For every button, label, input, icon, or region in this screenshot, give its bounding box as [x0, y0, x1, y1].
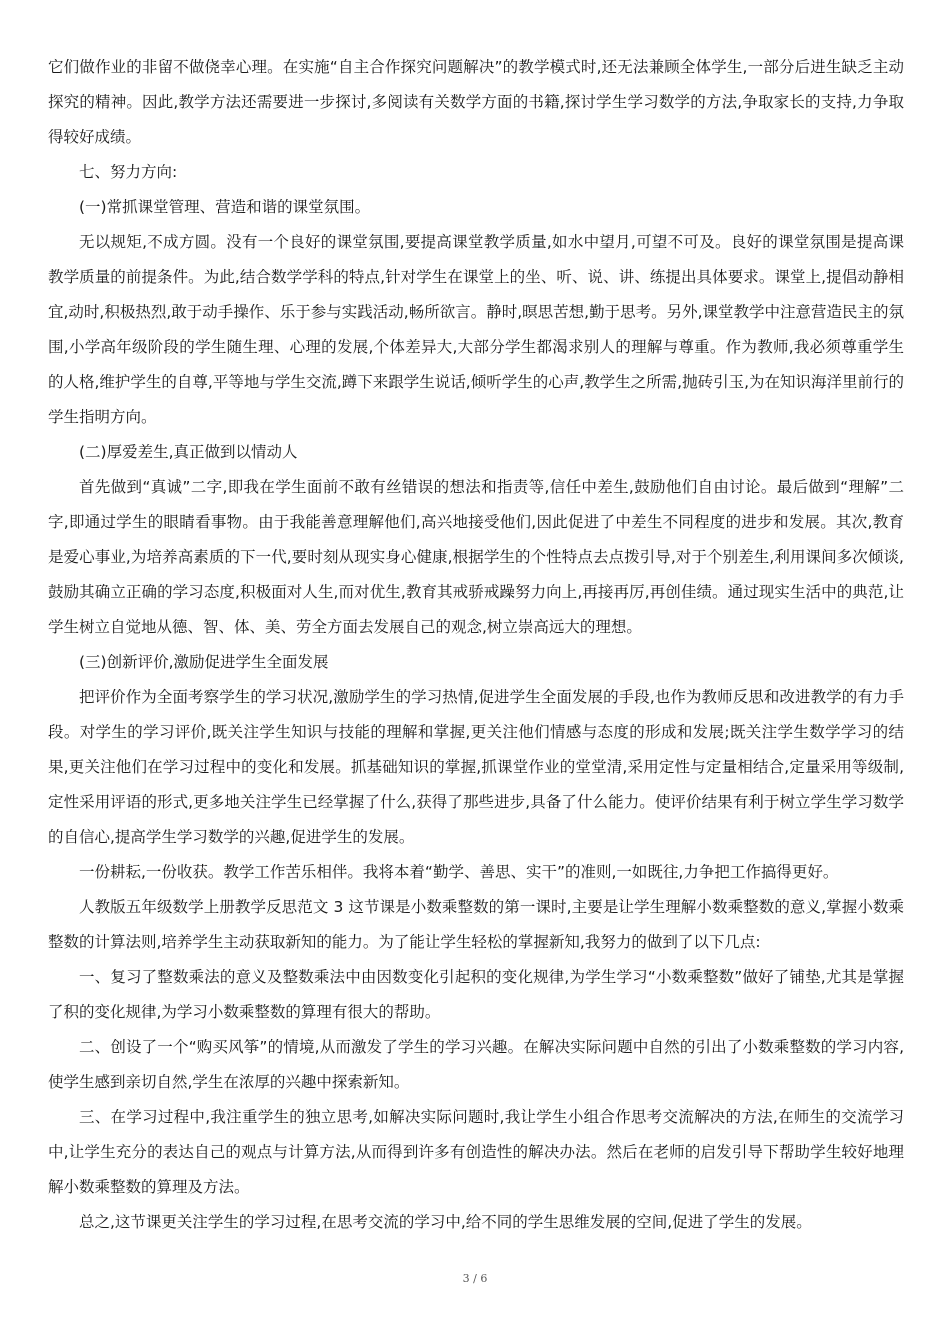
section-heading: 七、努力方向: [79, 163, 178, 181]
paragraph: 无以规矩,不成方圆。没有一个良好的课堂氛围,要提高课堂教学质量,如水中望月,可望不可及。良好的课堂氛围是提高课教学质量的前提条件。为此,结合数学学科的特点,针对学生在课堂上的坐、听、说、讲、练提出具体要求。课堂上,提倡动静相宜,动时,积极热烈,敢于动手操作、乐于参与实践活动,畅所欲言。静时,暝思苦想,勤于思考。另外,课堂教学中注意营造民主的氛围,小学高年级阶段的学生随生理、心理的发展,个体差异大,大部分学生都渴求别人的理解与尊重。作为教师,我必须尊重学生的人格,维护学生的自尊,平等地与学生交流,蹲下来跟学生说话,倾听学生的心声,教学生之所需,抛砖引玉,为在知识海洋里前行的学生指明方向。 [48, 233, 904, 426]
document-page [48, 0, 904, 1240]
paragraph: 它们做作业的非留不做侥幸心理。在实施“自主合作探究问题解决”的教学模式时,还无法兼顾全体学生,一部分后进生缺乏主动探究的精神。因此,教学方法还需要进一步探讨,多阅读有关数学方面的书籍,探讨学生学习数学的方法,争取家长的支持,力争取得较好成绩。 [48, 58, 904, 146]
paragraph: 一、复习了整数乘法的意义及整数乘法中由因数变化引起积的变化规律,为学生学习“小数乘整数”做好了铺垫,尤其是掌握了积的变化规律,为学习小数乘整数的算理有很大的帮助。 [48, 968, 904, 1021]
subsection-heading: (二)厚爱差生,真正做到以情动人 [79, 443, 298, 461]
paragraph: 把评价作为全面考察学生的学习状况,激励学生的学习热情,促进学生全面发展的手段,也作为教师反思和改进教学的有力手段。对学生的学习评价,既关注学生知识与技能的理解和掌握,更关注他们情感与态度的形成和发展;既关注学生数学学习的结果,更关注他们在学习过程中的变化和发展。抓基础知识的掌握,抓课堂作业的堂堂清,采用定性与定量相结合,定量采用等级制,定性采用评语的形式,更多地关注学生已经掌握了什么,获得了那些进步,具备了什么能力。使评价结果有利于树立学生学习数学的自信心,提高学生学习数学的兴趣,促进学生的发展。 [48, 688, 904, 846]
paragraph: 总之,这节课更关注学生的学习过程,在思考交流的学习中,给不同的学生思维发展的空间,促进了学生的发展。 [79, 1213, 812, 1231]
page-number: 3 / 6 [462, 1272, 488, 1285]
subsection-heading: (一)常抓课堂管理、营造和谐的课堂氛围。 [79, 198, 371, 216]
paragraph: 三、在学习过程中,我注重学生的独立思考,如解决实际问题时,我让学生小组合作思考交流解决的方法,在师生的交流学习中,让学生充分的表达自己的观点与计算方法,从而得到许多有创造性的解决办法。然后在老师的启发引导下帮助学生较好地理解小数乘整数的算理及方法。 [48, 1108, 904, 1196]
paragraph: 二、创设了一个“购买风筝”的情境,从而激发了学生的学习兴趣。在解决实际问题中自然的引出了小数乘整数的学习内容,使学生感到亲切自然,学生在浓厚的兴趣中探索新知。 [48, 1038, 904, 1091]
paragraph: 人教版五年级数学上册教学反思范文 3 这节课是小数乘整数的第一课时,主要是让学生理解小数乘整数的意义,掌握小数乘整数的计算法则,培养学生主动获取新知的能力。为了能让学生轻松的掌握新知,我努力的做到了以下几点: [48, 898, 904, 951]
paragraph: 一份耕耘,一份收获。教学工作苦乐相伴。我将本着“勤学、善思、实干”的准则,一如既往,力争把工作搞得更好。 [79, 863, 839, 881]
paragraph: 首先做到“真诚”二字,即我在学生面前不敢有丝错误的想法和指责等,信任中差生,鼓励他们自由讨论。最后做到“理解”二字,即通过学生的眼睛看事物。由于我能善意理解他们,高兴地接受他们,因此促进了中差生不同程度的进步和发展。其次,教育是爱心事业,为培养高素质的下一代,要时刻从现实身心健康,根据学生的个性特点去点拨引导,对于个别差生,利用课间多次倾谈,鼓励其确立正确的学习态度,积极面对人生,而对优生,教育其戒骄戒躁努力向上,再接再厉,再创佳绩。通过现实生活中的典范,让学生树立自觉地从德、智、体、美、劳全方面去发展自己的观念,树立崇高远大的理想。 [48, 478, 904, 636]
subsection-heading: (三)创新评价,激励促进学生全面发展 [79, 653, 329, 671]
